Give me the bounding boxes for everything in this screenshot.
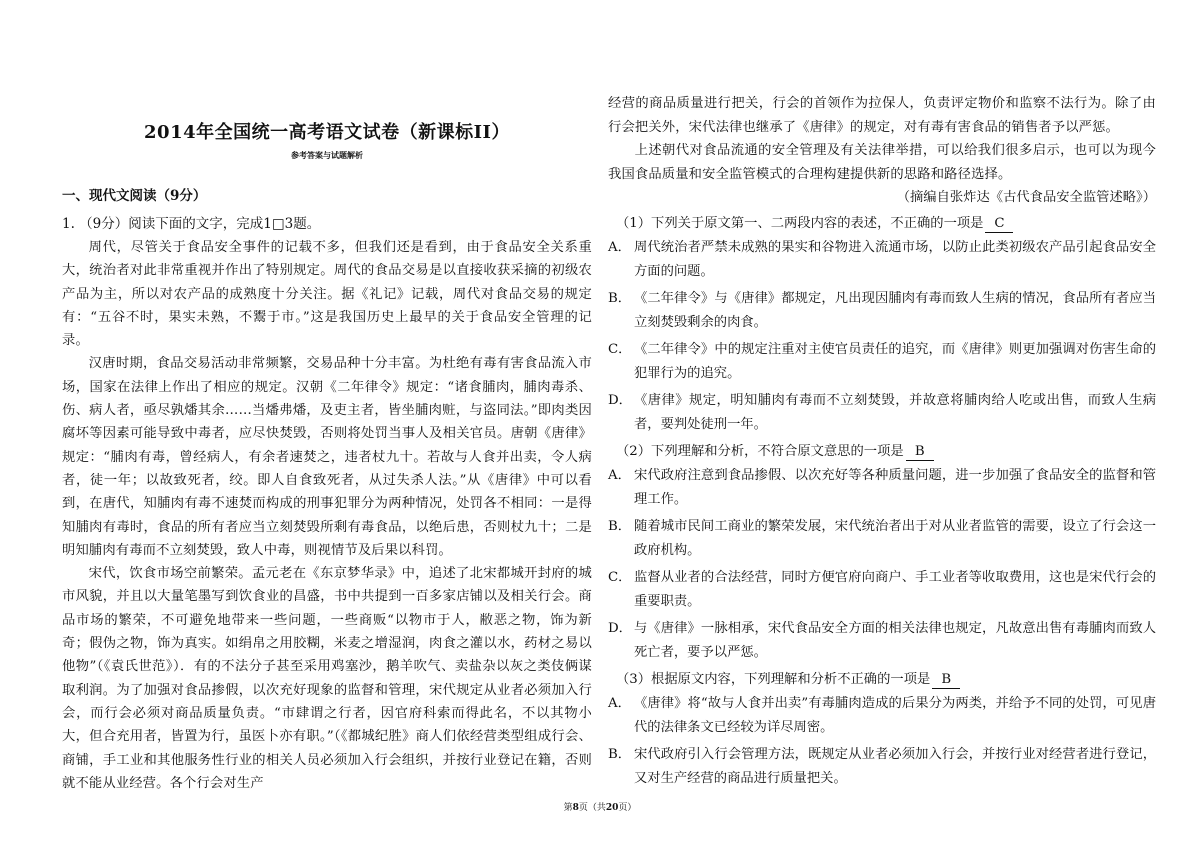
option-item [608,515,1156,563]
option-text: 宋代政府引入行会管理方法，既规定从业者必须加入行会，并按行业对经营者进行登记，又对生产经营的商品进行质量把关。 [634,746,1156,786]
question-stem [608,212,1156,236]
question-answer: C [985,216,1013,233]
option-item [608,464,1156,512]
option-item [608,287,1156,335]
option-item [608,338,1156,386]
passage-paragraph-continued: 经营的商品质量进行把关，行会的首领作为拉保人，负责评定物价和监察不法行为。除了由行会把关外，宋代法律也继承了《唐律》的规定，对有毒有害食品的销售者予以严惩。 [608,96,1156,135]
option-item [608,566,1156,614]
passage-paragraph-zhou: 周代，尽管关于食品安全事件的记载不多，但我们还是看到，由于食品安全关系重大，统治者对此非常重视并作出了特别规定。周代的食品交易是以直接收获采摘的初级农产品为主，所以对农产品的成熟度十分关注。据《礼记》记载，周代对食品交易的规定有：“五谷不时，果实未熟，不鬻于市。”这是我国历史上最早的关于食品安全管理的记录。 [62,240,592,349]
option-text: 《唐律》将“故与人食并出卖”有毒脯肉造成的后果分为两类，并给予不同的处罚，可见唐代的法律条文已经较为详尽周密。 [634,695,1156,735]
page-subtitle: 参考答案与试题解析 [291,150,363,160]
option-text: 监督从业者的合法经营，同时方便官府向商户、手工业者等收取费用，这也是宋代行会的重要职责。 [634,569,1156,609]
question-3 [608,668,1156,791]
question-stem [608,440,1156,464]
footer-suffix: 页） [618,803,637,813]
footer-prefix: 第 [563,803,573,813]
option-text: 《唐律》规定，明知脯肉有毒而不立刻焚毁，并故意将脯肉给人吃或出售，而致人生病者，要判处徒刑一年。 [634,392,1156,432]
question-2 [608,440,1156,665]
page-title: 2014年全国统一高考语文试卷（新课标II） [144,122,510,143]
page-footer [0,800,1200,813]
option-item [608,236,1156,284]
option-text: 周代统治者严禁未成熟的果实和谷物进入流通市场，以防止此类初级农产品引起食品安全方面的问题。 [634,239,1156,279]
option-item [608,617,1156,665]
option-letter: C． [608,569,632,585]
right-column [608,92,1156,794]
option-text: 随着城市民间工商业的繁荣发展，宋代统治者出于对从业者监管的需要，设立了行会这一政府机构。 [634,518,1156,558]
footer-middle: 页（共 [578,803,606,813]
passage-source: （摘编自张炸达《古代食品安全监管述略》） [896,190,1156,205]
footer-total-pages: 20 [605,803,619,813]
option-text: 与《唐律》一脉相承，宋代食品安全方面的相关法律也规定，凡故意出售有毒脯肉而致人死亡者，要予以严惩。 [634,620,1156,660]
option-letter: D． [608,392,632,408]
option-text: 宋代政府注意到食品掺假、以次充好等各种质量问题，进一步加强了食品安全的监督和管理工作。 [634,467,1156,507]
question-stem-text: （3）根据原文内容，下列理解和分析不正确的一项是 [616,671,931,687]
question-stem-text: （2）下列理解和分析，不符合原文意思的一项是 [616,443,904,459]
question-intro: 1. （9分）阅读下面的文字，完成1□3题。 [62,216,321,232]
option-text: 《二年律令》中的规定注重对主使官员责任的追究，而《唐律》则更加强调对伤害生命的犯罪行为的追究。 [634,341,1156,381]
option-letter: A． [608,239,631,255]
left-column [62,118,592,795]
option-letter: B． [608,518,632,534]
option-item [608,743,1156,791]
passage-paragraph-hantang: 汉唐时期，食品交易活动非常频繁，交易品种十分丰富。为杜绝有毒有害食品流入市场，国家在法律上作出了相应的规定。汉朝《二年律令》规定：“诸食脯肉，脯肉毒杀、伤、病人者，亟尽孰燔其余……当燔弗燔，及吏主者，皆坐脯肉赃，与盗同法。”即肉类因腐坏等因素可能导致中毒者，应尽快焚毁，否则将处罚当事人及相关官员。唐朝《唐律》规定：“脯肉有毒，曾经病人，有余者速焚之，违者杖九十。若故与人食并出卖，令人病者，徒一年；以故致死者，绞。即人自食致死者，从过失杀人法。”从《唐律》中可以看到，在唐代，知脯肉有毒不速焚而构成的刑事犯罪分为两种情况，处罚各不相同：一是得知脯肉有毒时，食品的所有者应当立刻焚毁所剩有毒食品，以绝后患，否则杖九十；二是明知脯肉有毒而不立刻焚毁，致人中毒，则视情节及后果以科罚。 [62,356,592,558]
option-letter: A． [608,467,631,483]
question-1 [608,212,1156,437]
option-item [608,389,1156,437]
question-stem-text: （1）下列关于原文第一、二两段内容的表述，不正确的一项是 [616,215,984,231]
option-letter: B． [608,746,632,762]
option-letter: D． [608,620,632,636]
option-letter: C． [608,341,632,357]
option-letter: B． [608,290,632,306]
section-heading: 一、现代文阅读（9分） [62,188,207,204]
passage-paragraph-conclusion: 上述朝代对食品流通的安全管理及有关法律举措，可以给我们很多启示，也可以为现今我国食品质量和安全监管模式的合理构建提供新的思路和路径选择。 [608,143,1156,182]
option-item [608,692,1156,740]
question-answer: B [906,444,934,461]
footer-page-number: 8 [572,803,579,813]
question-stem [608,668,1156,692]
option-letter: A． [608,695,631,711]
option-text: 《二年律令》与《唐律》都规定，凡出现因脯肉有毒而致人生病的情况，食品所有者应当立刻焚毁剩余的肉食。 [634,290,1156,330]
question-answer: B [932,672,960,689]
passage-paragraph-song: 宋代，饮食市场空前繁荣。孟元老在《东京梦华录》中，追述了北宋都城开封府的城市风貌，并且以大量笔墨写到饮食业的昌盛，书中共提到一百多家店铺以及相关行会。商品市场的繁荣，不可避免地带来一些问题，一些商贩“以物市于人，敝恶之物，饰为新奇；假伪之物，饰为真实。如绢帛之用胶糊，米麦之增湿润，肉食之灌以水，药材之易以他物”（《袁氏世范》）．有的不法分子甚至采用鸡塞沙，鹅羊吹气、卖盐杂以灰之类伎俩谋取利润。为了加强对食品掺假，以次充好现象的监督和管理，宋代规定从业者必须加入行会，而行会必须对商品质量负责。“市肆谓之行者，因官府科索而得此名，不以其物小大，但合充用者，皆置为行，虽医卜亦有职。”（《都城纪胜》商人们依经营类型组成行会、商铺，手工业和其他服务性行业的相关人员必须加入行会组织，并按行业登记在籍，否则就不能从业经营。各个行会对生产 [62,566,592,791]
